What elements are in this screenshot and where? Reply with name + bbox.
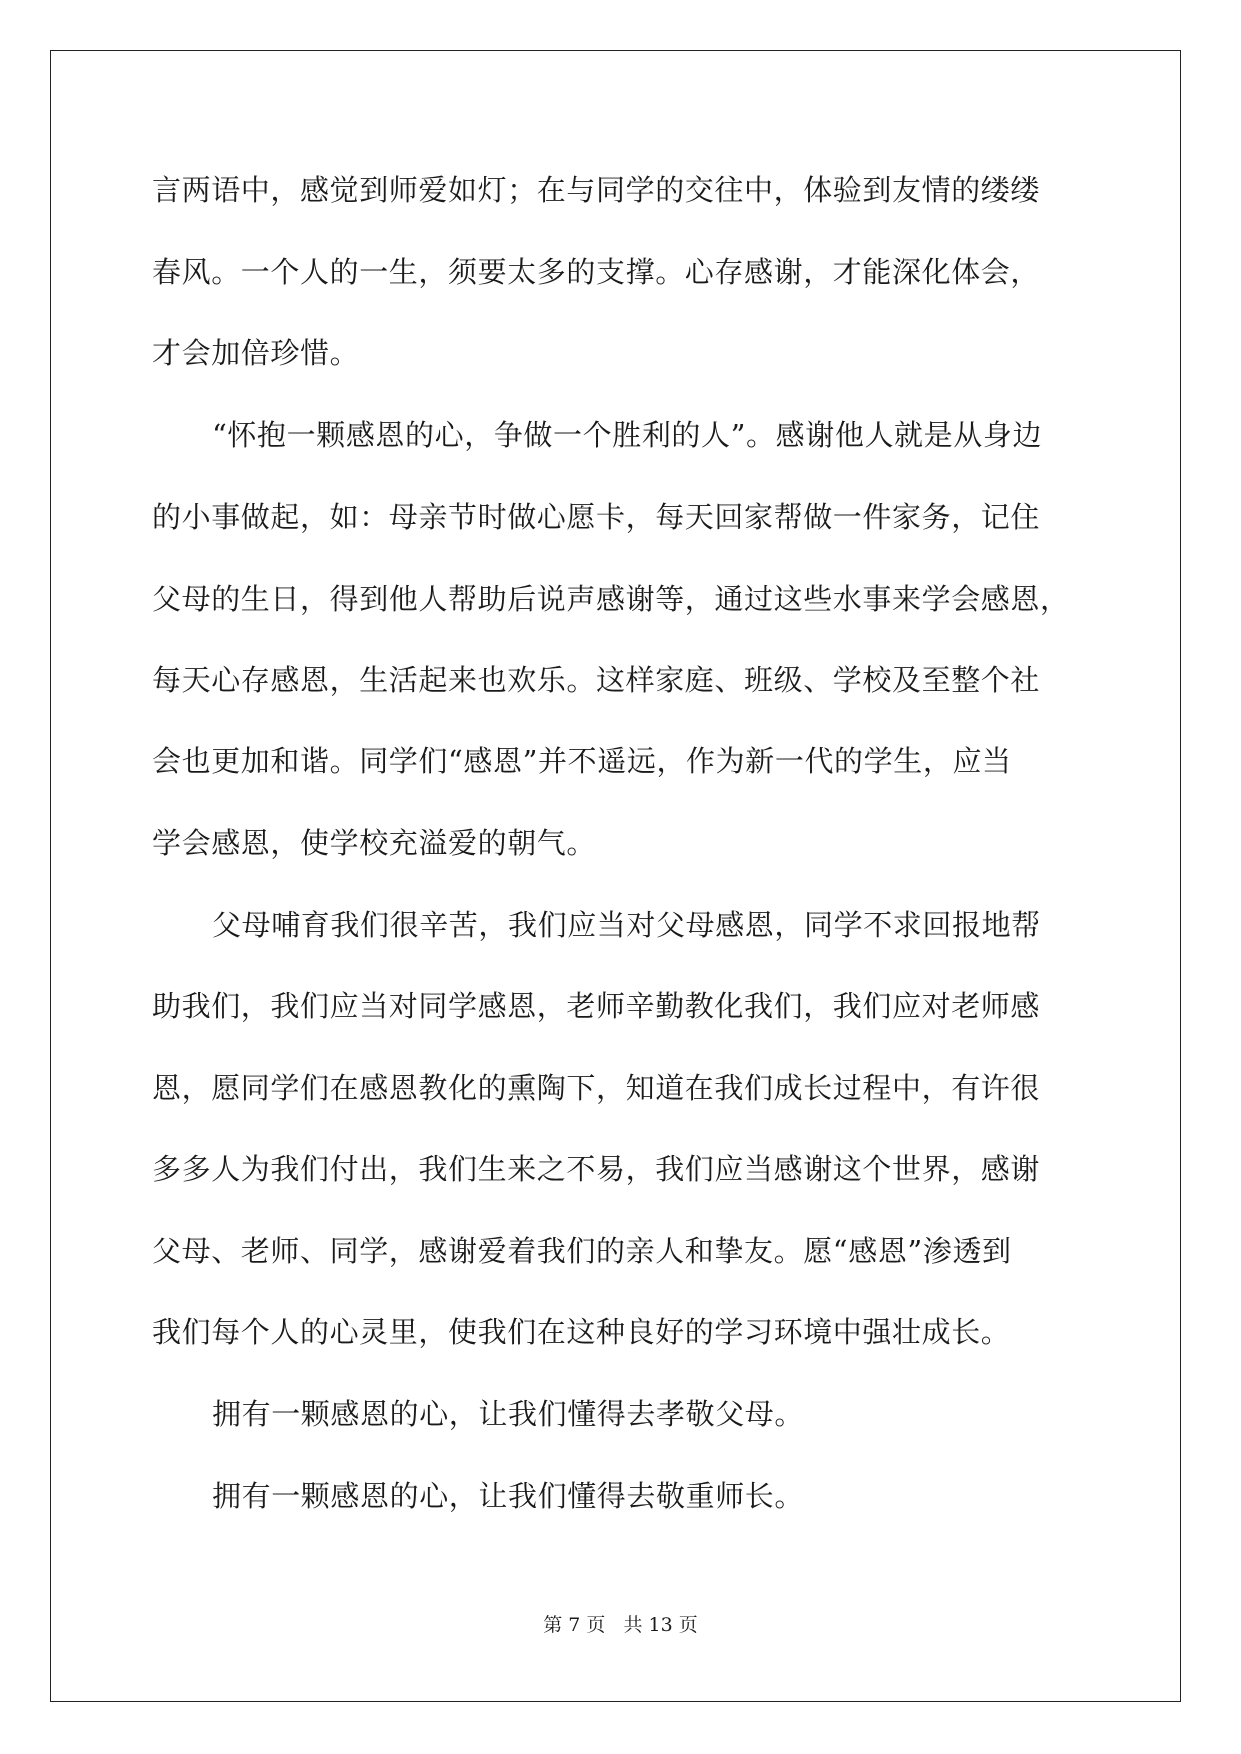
text-line: 多多人为我们付出，我们生来之不易，我们应当感谢这个世界，感谢: [152, 1152, 1041, 1186]
text-line: 才会加倍珍惜。: [152, 336, 360, 370]
text-line: 每天心存感恩，生活起来也欢乐。这样家庭、班级、学校及至整个社: [152, 663, 1041, 697]
paragraph-first-line: 拥有一颗感恩的心，让我们懂得去孝敬父母。: [212, 1397, 805, 1431]
paragraph-first-line: “怀抱一颗感恩的心，争做一个胜利的人”。感谢他人就是从身边: [212, 418, 1043, 452]
text-line: 父母、老师、同学，感谢爱着我们的亲人和挚友。愿“感恩”渗透到: [152, 1234, 1012, 1268]
page-number-footer: 第 7 页 共 13 页: [543, 1614, 698, 1636]
text-line: 我们每个人的心灵里，使我们在这种良好的学习环境中强壮成长。: [152, 1315, 1011, 1349]
text-line: 的小事做起，如：母亲节时做心愿卡，每天回家帮做一件家务，记住: [152, 500, 1041, 534]
text-line: 学会感恩，使学校充溢爱的朝气。: [152, 826, 597, 860]
text-line: 助我们，我们应当对同学感恩，老师辛勤教化我们，我们应对老师感: [152, 989, 1041, 1023]
paragraph-first-line: 拥有一颗感恩的心，让我们懂得去敬重师长。: [212, 1479, 805, 1513]
page-border: [50, 50, 1181, 1702]
text-line: 会也更加和谐。同学们“感恩”并不遥远，作为新一代的学生，应当: [152, 744, 1012, 778]
text-line: 春风。一个人的一生，须要太多的支撑。心存感谢，才能深化体会，: [152, 255, 1041, 289]
paragraph-first-line: 父母哺育我们很辛苦，我们应当对父母感恩，同学不求回报地帮: [212, 908, 1041, 942]
text-line: 父母的生日，得到他人帮助后说声感谢等，通过这些水事来学会感恩，: [152, 582, 1070, 616]
text-line: 恩，愿同学们在感恩教化的熏陶下，知道在我们成长过程中，有许很: [152, 1071, 1041, 1105]
text-line: 言两语中，感觉到师爱如灯；在与同学的交往中，体验到友情的缕缕: [152, 173, 1041, 207]
